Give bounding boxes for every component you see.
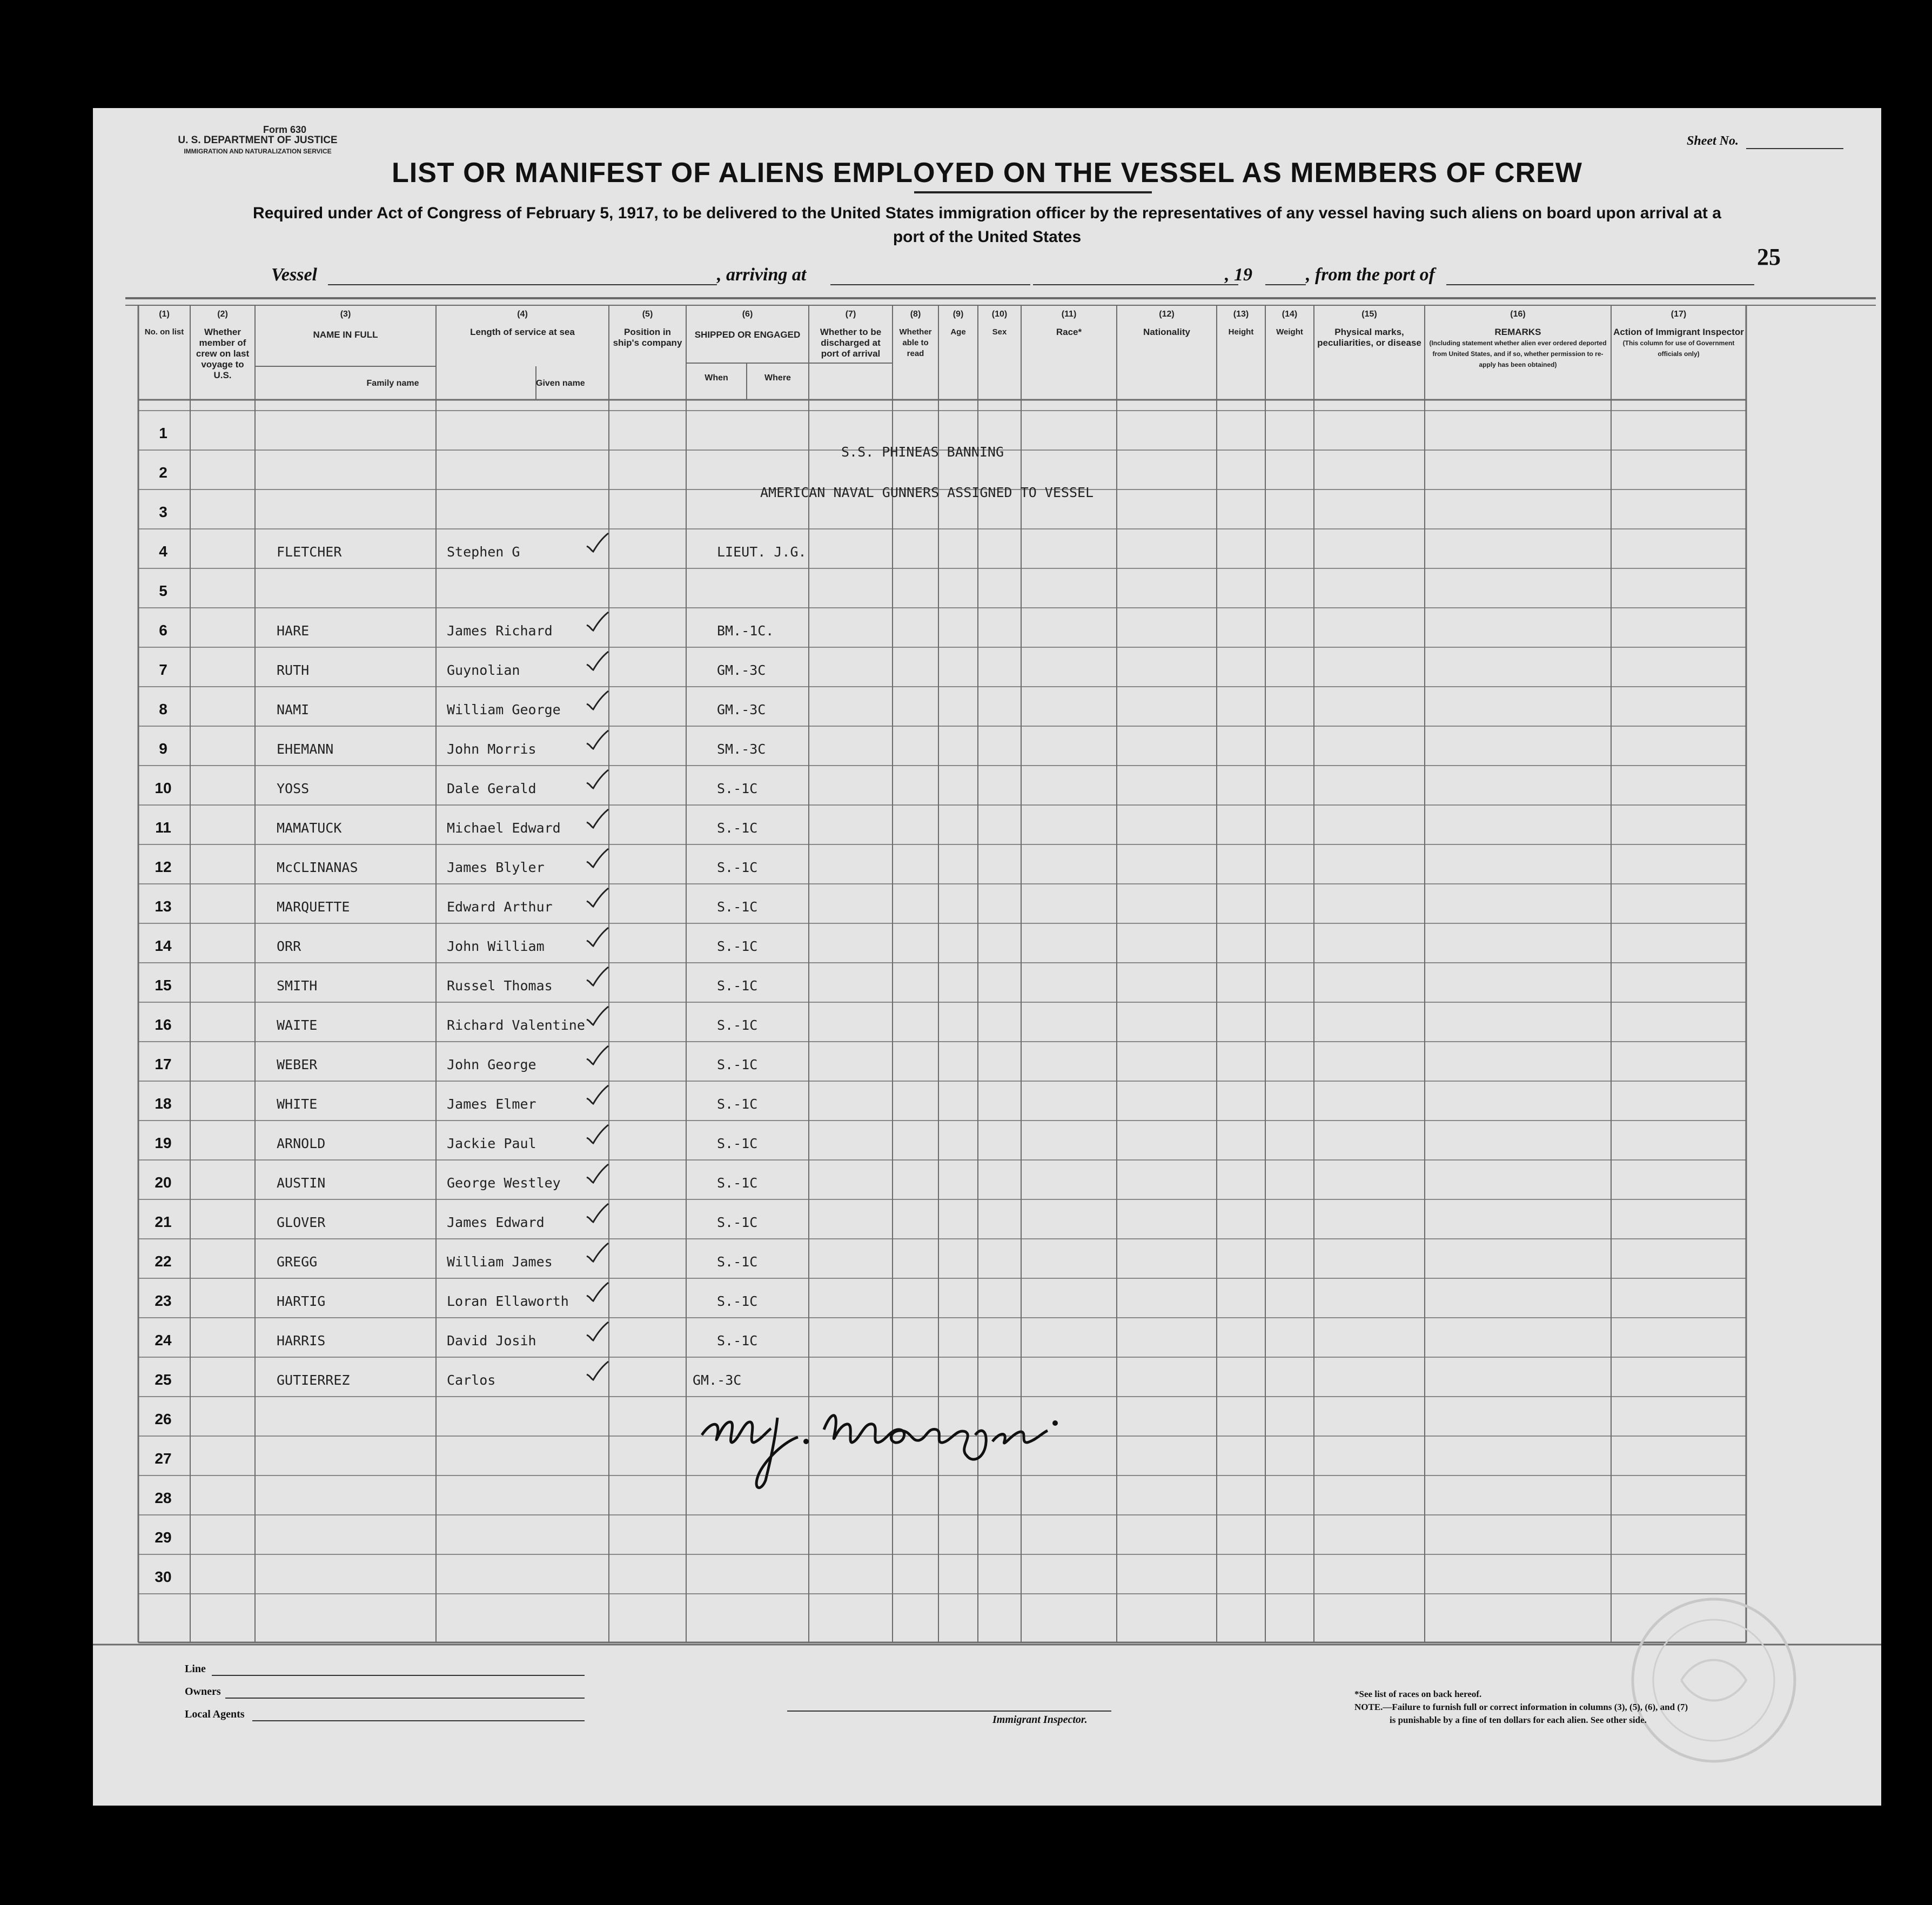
- column-number: (6): [742, 310, 753, 319]
- column-label: No. on list: [144, 327, 184, 337]
- row-number: 25: [155, 1371, 172, 1388]
- check-mark: [585, 610, 611, 634]
- given-name-cell: William George: [447, 702, 561, 717]
- department-name: U. S. DEPARTMENT OF JUSTICE: [178, 135, 338, 146]
- given-name-cell: Russel Thomas: [447, 978, 553, 994]
- column-label: Weight: [1276, 327, 1303, 337]
- position-cell: BM.-1C.: [717, 623, 774, 639]
- service-name: IMMIGRATION AND NATURALIZATION SERVICE: [184, 147, 332, 155]
- check-mark: [585, 847, 611, 870]
- given-name-cell: David Josih: [447, 1333, 536, 1349]
- family-name-cell: WEBER: [277, 1057, 318, 1072]
- vessel-name-entry: S.S. PHINEAS BANNING: [841, 444, 1004, 460]
- column-label: Sex: [992, 327, 1007, 337]
- given-name-cell: Dale Gerald: [447, 781, 536, 796]
- column-note: (This column for use of Government officials only): [1622, 339, 1735, 358]
- check-mark: [585, 531, 611, 555]
- line-label: Line: [185, 1663, 206, 1675]
- subtitle-line1: Required under Act of Congress of February 5, 1917, to be delivered to the United States immigration officer by the representatives of any vessel having such aliens on board upon arrival at a: [253, 204, 1721, 222]
- local-agents-field: [252, 1720, 585, 1721]
- sheet-number: 25: [1757, 244, 1781, 270]
- row-number: 9: [159, 740, 167, 757]
- check-mark: [585, 1044, 611, 1068]
- row-number: 5: [159, 582, 167, 599]
- position-cell: S.-1C: [717, 860, 758, 875]
- column-label: Age: [950, 327, 966, 337]
- row-number: 16: [155, 1016, 172, 1033]
- given-name-cell: Jackie Paul: [447, 1136, 536, 1151]
- local-agents-label: Local Agents: [185, 1708, 245, 1720]
- column-sublabel: When: [705, 373, 728, 383]
- check-mark: [585, 1004, 611, 1028]
- column-number: (5): [642, 310, 653, 319]
- row-number: 20: [155, 1174, 172, 1191]
- position-cell: S.-1C: [717, 1215, 758, 1230]
- column-label: Length of service at sea: [470, 327, 575, 337]
- given-name-cell: Loran Ellaworth: [447, 1293, 569, 1309]
- year-label: , 19: [1225, 265, 1252, 285]
- column-label: SHIPPED OR ENGAGED: [694, 330, 801, 340]
- row-number: 26: [155, 1411, 172, 1427]
- row-number: 3: [159, 504, 167, 520]
- row-number: 13: [155, 898, 172, 915]
- immigrant-inspector-label: Immigrant Inspector.: [992, 1714, 1088, 1726]
- column-number: (1): [159, 310, 170, 319]
- position-cell: S.-1C: [717, 1136, 758, 1151]
- given-name-cell: James Elmer: [447, 1096, 536, 1112]
- row-number: 4: [159, 543, 167, 560]
- manifest-grid: [93, 108, 1881, 1806]
- row-number: 22: [155, 1253, 172, 1270]
- family-name-cell: HARE: [277, 623, 310, 639]
- check-mark: [585, 1280, 611, 1304]
- check-mark: [585, 1359, 611, 1383]
- family-name-cell: RUTH: [277, 662, 310, 678]
- column-label: Whether able to read: [899, 327, 932, 358]
- failure-note: NOTE.—Failure to furnish full or correct information in columns (3), (5), (6), and (7): [1354, 1702, 1688, 1712]
- column-number: (13): [1233, 310, 1249, 319]
- row-number: 21: [155, 1213, 172, 1230]
- column-label: Physical marks, peculiarities, or disease: [1317, 327, 1421, 348]
- given-name-cell: Edward Arthur: [447, 899, 553, 915]
- given-name-cell: Michael Edward: [447, 820, 561, 836]
- position-cell: S.-1C: [717, 1175, 758, 1191]
- check-mark: [585, 925, 611, 949]
- inspector-signature: [690, 1388, 1101, 1497]
- row-number: 6: [159, 622, 167, 639]
- given-name-cell: Carlos: [447, 1372, 496, 1388]
- check-mark: [585, 689, 611, 713]
- position-cell: LIEUT. J.G.: [717, 544, 807, 560]
- row-number: 7: [159, 661, 167, 678]
- row-number: 28: [155, 1490, 172, 1506]
- position-cell: S.-1C: [717, 1057, 758, 1072]
- family-name-cell: SMITH: [277, 978, 318, 994]
- row-number: 8: [159, 701, 167, 717]
- column-sublabel: Family name: [366, 379, 419, 388]
- check-mark: [585, 1241, 611, 1265]
- fine-note: is punishable by a fine of ten dollars for each alien. See other side.: [1390, 1715, 1647, 1725]
- manifest-sheet: [93, 108, 1881, 1806]
- position-cell: GM.-3C: [717, 662, 766, 678]
- page-title: LIST OR MANIFEST OF ALIENS EMPLOYED ON THE VESSEL AS MEMBERS OF CREW: [392, 157, 1582, 189]
- check-mark: [585, 1083, 611, 1107]
- column-sublabel: Where: [764, 373, 791, 383]
- position-cell: S.-1C: [717, 1333, 758, 1349]
- check-mark: [585, 886, 611, 910]
- family-name-cell: EHEMANN: [277, 741, 334, 757]
- family-name-cell: HARRIS: [277, 1333, 326, 1349]
- column-label: Whether to be discharged at port of arrival: [820, 327, 882, 359]
- given-name-cell: John Morris: [447, 741, 536, 757]
- given-name-cell: James Richard: [447, 623, 553, 639]
- column-sublabel: Given name: [536, 379, 585, 388]
- position-cell: GM.-3C: [693, 1372, 742, 1388]
- column-label: REMARKS: [1494, 327, 1541, 337]
- given-name-cell: Richard Valentine: [447, 1017, 585, 1033]
- position-cell: S.-1C: [717, 1096, 758, 1112]
- check-mark: [585, 1123, 611, 1146]
- row-number: 2: [159, 464, 167, 481]
- family-name-cell: YOSS: [277, 781, 310, 796]
- check-mark: [585, 1162, 611, 1186]
- position-cell: S.-1C: [717, 820, 758, 836]
- column-number: (9): [952, 310, 964, 319]
- given-name-cell: Guynolian: [447, 662, 520, 678]
- family-name-cell: FLETCHER: [277, 544, 342, 560]
- position-cell: S.-1C: [717, 1017, 758, 1033]
- given-name-cell: James Blyler: [447, 860, 545, 875]
- column-label: Position in ship's company: [613, 327, 682, 348]
- vessel-label: Vessel: [271, 265, 317, 285]
- check-mark: [585, 768, 611, 791]
- family-name-cell: McCLINANAS: [277, 860, 358, 875]
- family-name-cell: MARQUETTE: [277, 899, 350, 915]
- row-number: 29: [155, 1529, 172, 1546]
- line-field: [212, 1675, 585, 1676]
- column-label: Race*: [1056, 327, 1082, 337]
- position-cell: S.-1C: [717, 1254, 758, 1270]
- row-number: 17: [155, 1056, 172, 1072]
- position-cell: S.-1C: [717, 938, 758, 954]
- row-number: 12: [155, 858, 172, 875]
- column-note: (Including statement whether alien ever ordered deported from United States, and if so, whether permission to re-apply has been obtained): [1429, 339, 1607, 368]
- races-note: *See list of races on back hereof.: [1354, 1689, 1482, 1699]
- column-number: (14): [1282, 310, 1298, 319]
- column-label: NAME IN FULL: [313, 330, 378, 340]
- check-mark: [585, 965, 611, 989]
- column-label: Whether member of crew on last voyage to U.S.: [196, 327, 250, 380]
- family-name-cell: WHITE: [277, 1096, 318, 1112]
- check-mark: [585, 649, 611, 673]
- given-name-cell: John George: [447, 1057, 536, 1072]
- row-number: 23: [155, 1292, 172, 1309]
- column-number: (17): [1671, 310, 1687, 319]
- column-label: Height: [1228, 327, 1254, 337]
- from-port-label: , from the port of: [1306, 265, 1435, 285]
- row-number: 24: [155, 1332, 172, 1349]
- position-cell: GM.-3C: [717, 702, 766, 717]
- given-name-cell: George Westley: [447, 1175, 561, 1191]
- column-number: (2): [217, 310, 228, 319]
- position-cell: S.-1C: [717, 978, 758, 994]
- family-name-cell: ARNOLD: [277, 1136, 326, 1151]
- check-mark: [585, 728, 611, 752]
- row-number: 11: [155, 819, 171, 836]
- position-cell: S.-1C: [717, 899, 758, 915]
- family-name-cell: ORR: [277, 938, 301, 954]
- row-number: 30: [155, 1568, 172, 1585]
- column-number: (3): [340, 310, 351, 319]
- column-number: (10): [991, 310, 1008, 319]
- column-number: (8): [910, 310, 921, 319]
- row-number: 15: [155, 977, 172, 994]
- owners-field: [225, 1698, 585, 1699]
- check-mark: [585, 1320, 611, 1344]
- family-name-cell: GLOVER: [277, 1215, 326, 1230]
- family-name-cell: HARTIG: [277, 1293, 326, 1309]
- owners-label: Owners: [185, 1686, 221, 1698]
- family-name-cell: NAMI: [277, 702, 310, 717]
- column-number: (4): [517, 310, 528, 319]
- inspector-signature-line: [787, 1711, 1111, 1712]
- form-number: Form 630: [263, 124, 307, 135]
- given-name-cell: John William: [447, 938, 545, 954]
- row-number: 14: [155, 937, 172, 954]
- column-label: Nationality: [1143, 327, 1190, 337]
- check-mark: [585, 807, 611, 831]
- given-name-cell: Stephen G: [447, 544, 520, 560]
- position-cell: SM.-3C: [717, 741, 766, 757]
- position-cell: S.-1C: [717, 781, 758, 796]
- given-name-cell: James Edward: [447, 1215, 545, 1230]
- column-number: (11): [1061, 310, 1077, 319]
- subtitle-line2: port of the United States: [893, 228, 1082, 246]
- column-number: (7): [845, 310, 856, 319]
- row-number: 18: [155, 1095, 172, 1112]
- family-name-cell: WAITE: [277, 1017, 318, 1033]
- family-name-cell: AUSTIN: [277, 1175, 326, 1191]
- row-number: 1: [159, 425, 167, 441]
- column-label: Action of Immigrant Inspector: [1613, 327, 1744, 337]
- family-name-cell: MAMATUCK: [277, 820, 342, 836]
- arriving-label: , arriving at: [717, 265, 807, 285]
- check-mark: [585, 1202, 611, 1225]
- family-name-cell: GREGG: [277, 1254, 318, 1270]
- gunners-heading-entry: AMERICAN NAVAL GUNNERS ASSIGNED TO VESSEL: [760, 485, 1094, 500]
- given-name-cell: William James: [447, 1254, 553, 1270]
- column-number: (16): [1510, 310, 1526, 319]
- position-cell: S.-1C: [717, 1293, 758, 1309]
- row-number: 27: [155, 1450, 172, 1467]
- column-number: (12): [1159, 310, 1175, 319]
- seal-stamp: [1616, 1588, 1811, 1772]
- family-name-cell: GUTIERREZ: [277, 1372, 350, 1388]
- row-number: 10: [155, 780, 172, 796]
- column-number: (15): [1361, 310, 1377, 319]
- sheet-no-label: Sheet No.: [1687, 134, 1739, 148]
- row-number: 19: [155, 1135, 172, 1151]
